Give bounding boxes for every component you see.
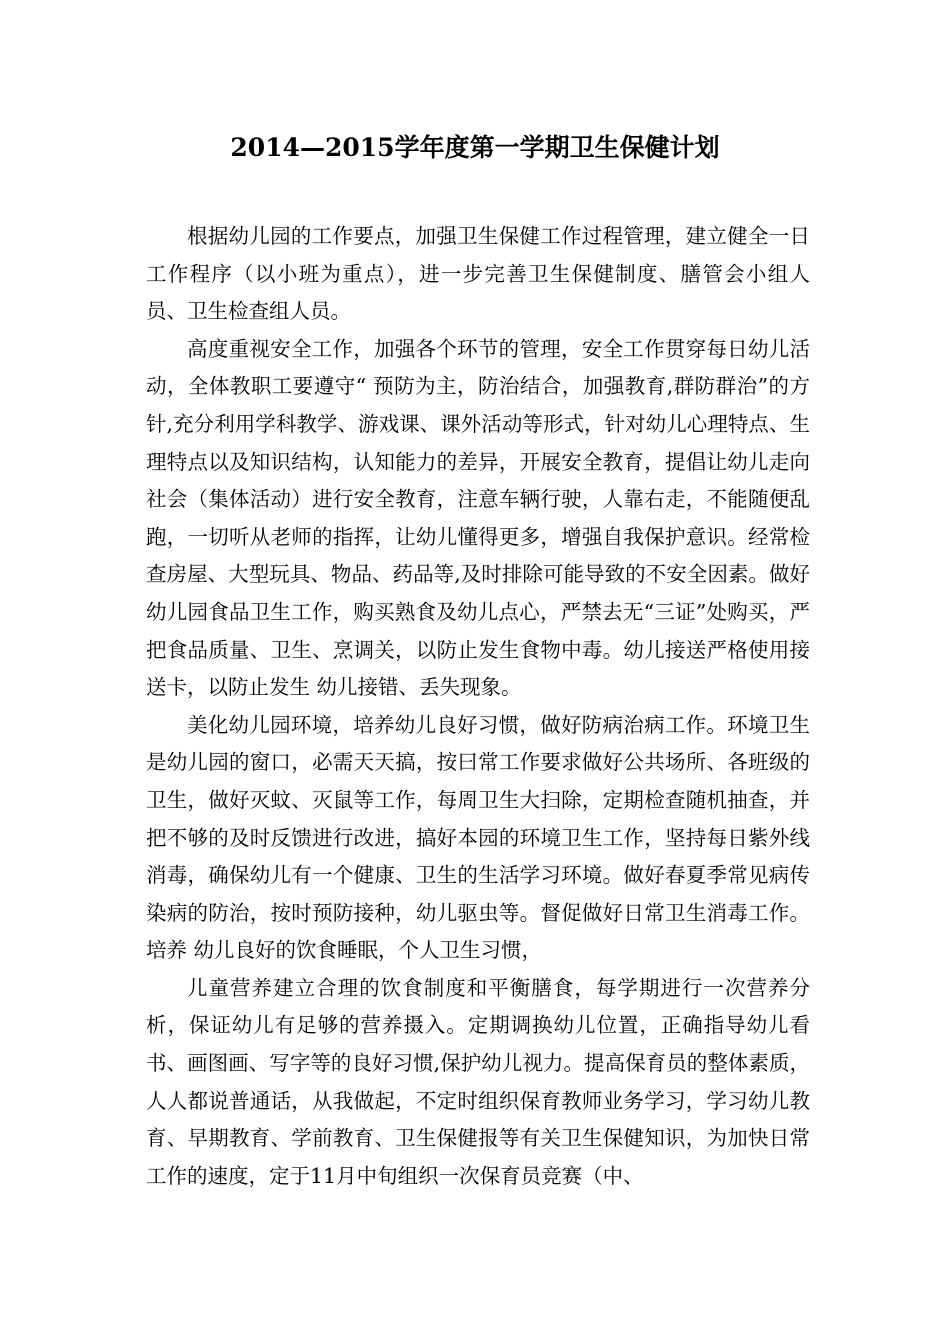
paragraph-child-nutrition: 儿童营养建立合理的饮食制度和平衡膳食，每学期进行一次营养分析，保证幼儿有足够的营养摄入。定期调换幼儿位置，正确指导幼儿看书、画图画、写字等的良好习惯,保护幼儿视力。提高保育员的整体素质，人人都说普通话，从我做起，不定时组织保育教师业务学习，学习幼儿教育、早期教育、学前教育、卫生保健报等有关卫生保健知识，为加快日常工作的速度，定于11月中旬组织一次保育员竞赛（中、 [146,975,810,1188]
document-body [146,218,810,1195]
paragraph-plan-overview: 根据幼儿园的工作要点，加强卫生保健工作过程管理，建立健全一日工作程序（以小班为重点），进一步完善卫生保健制度、膳管会小组人员、卫生检查组人员。 [146,224,810,324]
paragraph-safety-work: 高度重视安全工作，加强各个环节的管理，安全工作贯穿每日幼儿活动，全体教职工要遵守“ 预防为主，防治结合，加强教育,群防群治”的方针,充分利用学科教学、游戏课、课外活动等形式，针对幼儿心理特点、生理特点以及知识结构，认知能力的差异，开展安全教育，提倡让幼儿走向社会（集体活动）进行安全教育，注意车辆行驶，人靠右走，不能随便乱跑，一切听从老师的指挥，让幼儿懂得更多，增强自我保护意识。经常检查房屋、大型玩具、物品、药品等,及时排除可能导致的不安全因素。做好幼儿园食品卫生工作，购买熟食及幼儿点心，严禁去无“三证”处购买，严把食品质量、卫生、烹调关，以防止发生食物中毒。幼儿接送严格使用接送卡，以防止发生 幼儿接错、丢失现象。 [146,336,810,700]
paragraph-environment-hygiene: 美化幼儿园环境，培养幼儿良好习惯，做好防病治病工作。环境卫生是幼儿园的窗口，必需天天搞，按曰常工作要求做好公共场所、各班级的卫生，做好灭蚊、灭鼠等工作，每周卫生大扫除，定期检查随机抽查，并把不够的及时反馈进行改进，搞好本园的环境卫生工作，坚持每日紫外线消毒，确保幼儿有一个健康、卫生的生活学习环境。做好春夏季常见病传染病的防治，按时预防接种，幼儿驱虫等。督促做好日常卫生消毒工作。培养 幼儿良好的饮食睡眠，个人卫生习惯， [146,712,810,963]
document-title: 2014—2015学年度第一学期卫生保健计划 [230,133,720,162]
